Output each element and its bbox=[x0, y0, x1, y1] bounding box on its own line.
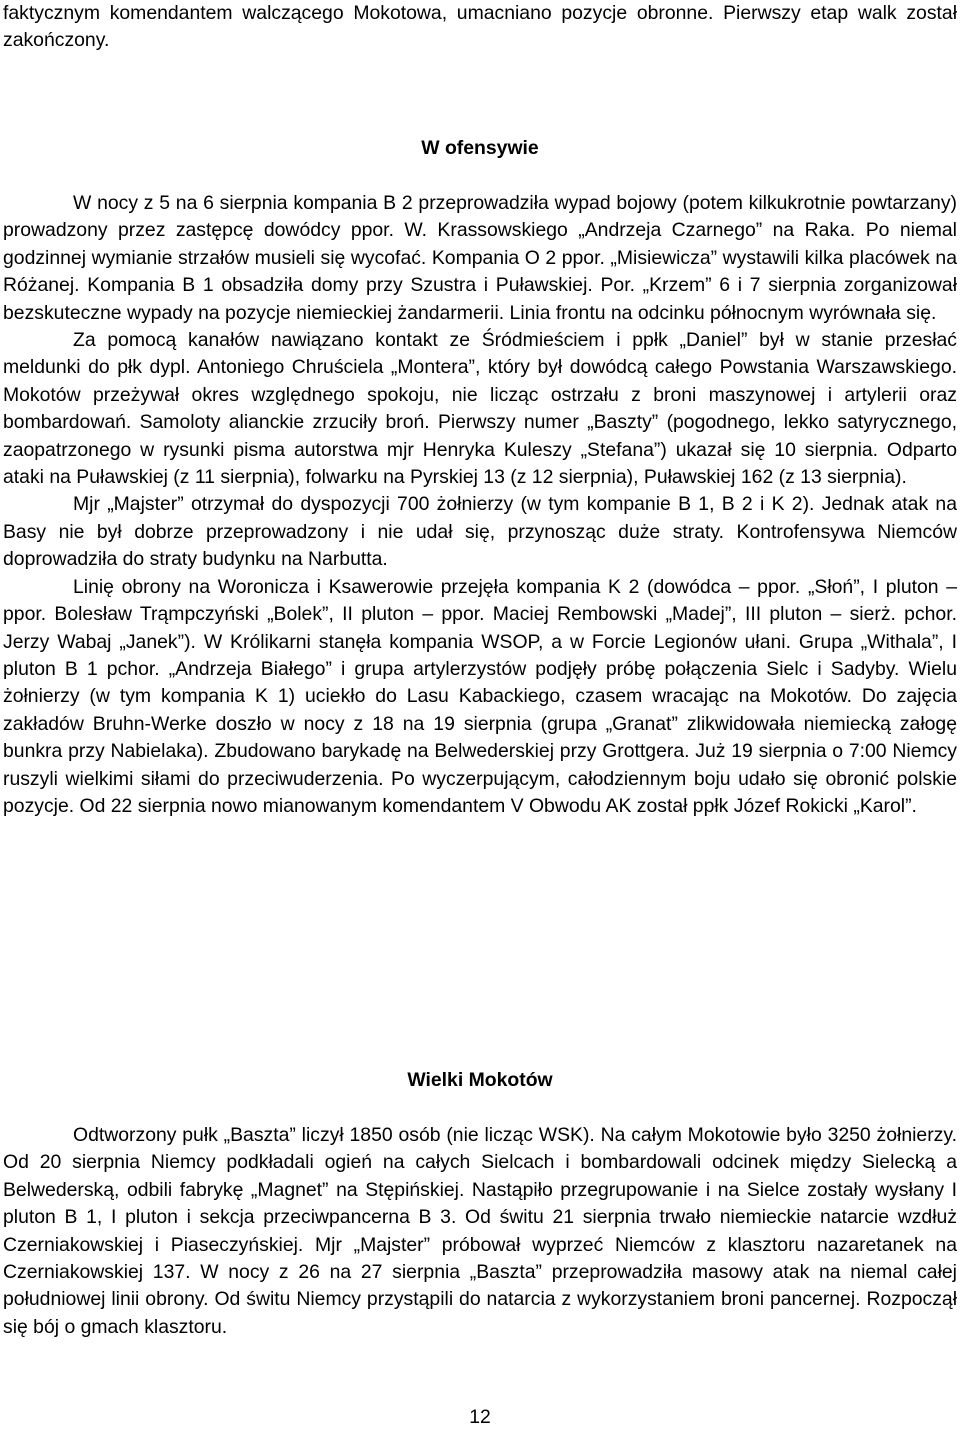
intro-paragraph-block bbox=[3, 0, 957, 55]
body-paragraph: W nocy z 5 na 6 sierpnia kompania B 2 przeprowadziła wypad bojowy (potem kilkukrotnie powtarzany) prowadzony przez zastępcę dowódcy ppor. W. Krassowskiego „Andrzeja Czarnego” na Raka. Po niemal godzinnej wymianie strzałów musieli się wycofać. Kompania O 2 ppor. „Misiewicza” wystawili kilka placówek na Różanej. Kompania B 1 obsadziła domy przy Szustra i Puławskiej. Por. „Krzem” 6 i 7 sierpnia zorganizował bezskuteczne wypady na pozycje niemieckiej żandarmerii. Linia frontu na odcinku północnym wyrównała się. bbox=[3, 192, 957, 324]
body-paragraph: Linię obrony na Woronicza i Ksawerowie przejęła kompania K 2 (dowódca – ppor. „Słoń”, I pluton – ppor. Bolesław Trąmpczyński „Bolek”, II pluton – ppor. Maciej Rembowski „Madej”, III pluton – sierż. pchor. Jerzy Wabaj „Janek”). W Królikarni stanęła kompania WSOP, a w Forcie Legionów ułani. Grupa „Withala”, I pluton B 1 pchor. „Andrzeja Białego” i grupa artylerzystów podjęły próbę połączenia Sielc i Sadyby. Wielu żołnierzy (w tym kompania K 1) uciekło do Lasu Kabackiego, czasem wracając na Mokotów. Do zajęcia zakładów Bruhn-Werke doszło w nocy z 18 na 19 sierpnia (grupa „Granat” zlikwidowała niemiecką załogę bunkra przy Nabielaka). Zbudowano barykadę na Belwederskiej przy Grottgera. Już 19 sierpnia o 7:00 Niemcy ruszyli wielkimi siłami do przeciwuderzenia. Po wyczerpującym, całodziennym boju udało się obronić polskie pozycje. Od 22 sierpnia nowo mianowanym komendantem V Obwodu AK został ppłk Józef Rokicki „Karol”. bbox=[3, 575, 957, 817]
section-heading-wielki-mokotow: Wielki Mokotów bbox=[407, 1069, 553, 1091]
section-body-wielki-mokotow bbox=[3, 1122, 957, 1341]
section-heading-ofensywa: W ofensywie bbox=[421, 137, 539, 159]
section-body-ofensywa bbox=[3, 190, 957, 820]
intro-paragraph: faktycznym komendantem walczącego Mokotowa, umacniano pozycje obronne. Pierwszy etap walk został zakończony. bbox=[3, 2, 957, 52]
page-number: 12 bbox=[469, 1406, 491, 1428]
body-paragraph: Odtworzony pułk „Baszta” liczył 1850 osób (nie licząc WSK). Na całym Mokotowie było 3250 żołnierzy. Od 20 sierpnia Niemcy podkładali ogień na całych Sielcach i bombardowali odcinek między Sielecką a Belwederską, odbili fabrykę „Magnet” na Stępińskiej. Nastąpiło przegrupowanie i na Sielce zostały wysłany I pluton B 1, I pluton i sekcja przeciwpancerna B 3. Od świtu 21 sierpnia trwało niemieckie natarcie wzdłuż Czerniakowskiej i Piaseczyńskiej. Mjr „Majster” próbował wyprzeć Niemców z klasztoru nazaretanek na Czerniakowskiej 137. W nocy z 26 na 27 sierpnia „Baszta” przeprowadziła masowy atak na niemal całej południowej linii obrony. Od świtu Niemcy przystąpili do natarcia z wykorzystaniem broni pancernej. Rozpoczął się bój o gmach klasztoru. bbox=[3, 1124, 957, 1338]
body-paragraph: Za pomocą kanałów nawiązano kontakt ze Śródmieściem i ppłk „Daniel” był w stanie przesłać meldunki do płk dypl. Antoniego Chruściela „Montera”, który był dowódcą całego Powstania Warszawskiego. Mokotów przeżywał okres względnego spokoju, nie licząc ostrzału z broni maszynowej i artylerii oraz bombardowań. Samoloty alianckie zrzuciły broń. Pierwszy numer „Baszty” (pogodnego, lekko satyrycznego, zaopatrzonego w rysunki pisma autorstwa mjr Henryka Kuleszy „Stefana”) ukazał się 10 sierpnia. Odparto ataki na Puławskiej (z 11 sierpnia), folwarku na Pyrskiej 13 (z 12 sierpnia), Puławskiej 162 (z 13 sierpnia). bbox=[3, 329, 957, 489]
body-paragraph: Mjr „Majster” otrzymał do dyspozycji 700 żołnierzy (w tym kompanie B 1, B 2 i K 2). Jednak atak na Basy nie był dobrze przeprowadzony i nie udał się, przynosząc duże straty. Kontrofensywa Niemców doprowadziła do straty budynku na Narbutta. bbox=[3, 493, 957, 571]
